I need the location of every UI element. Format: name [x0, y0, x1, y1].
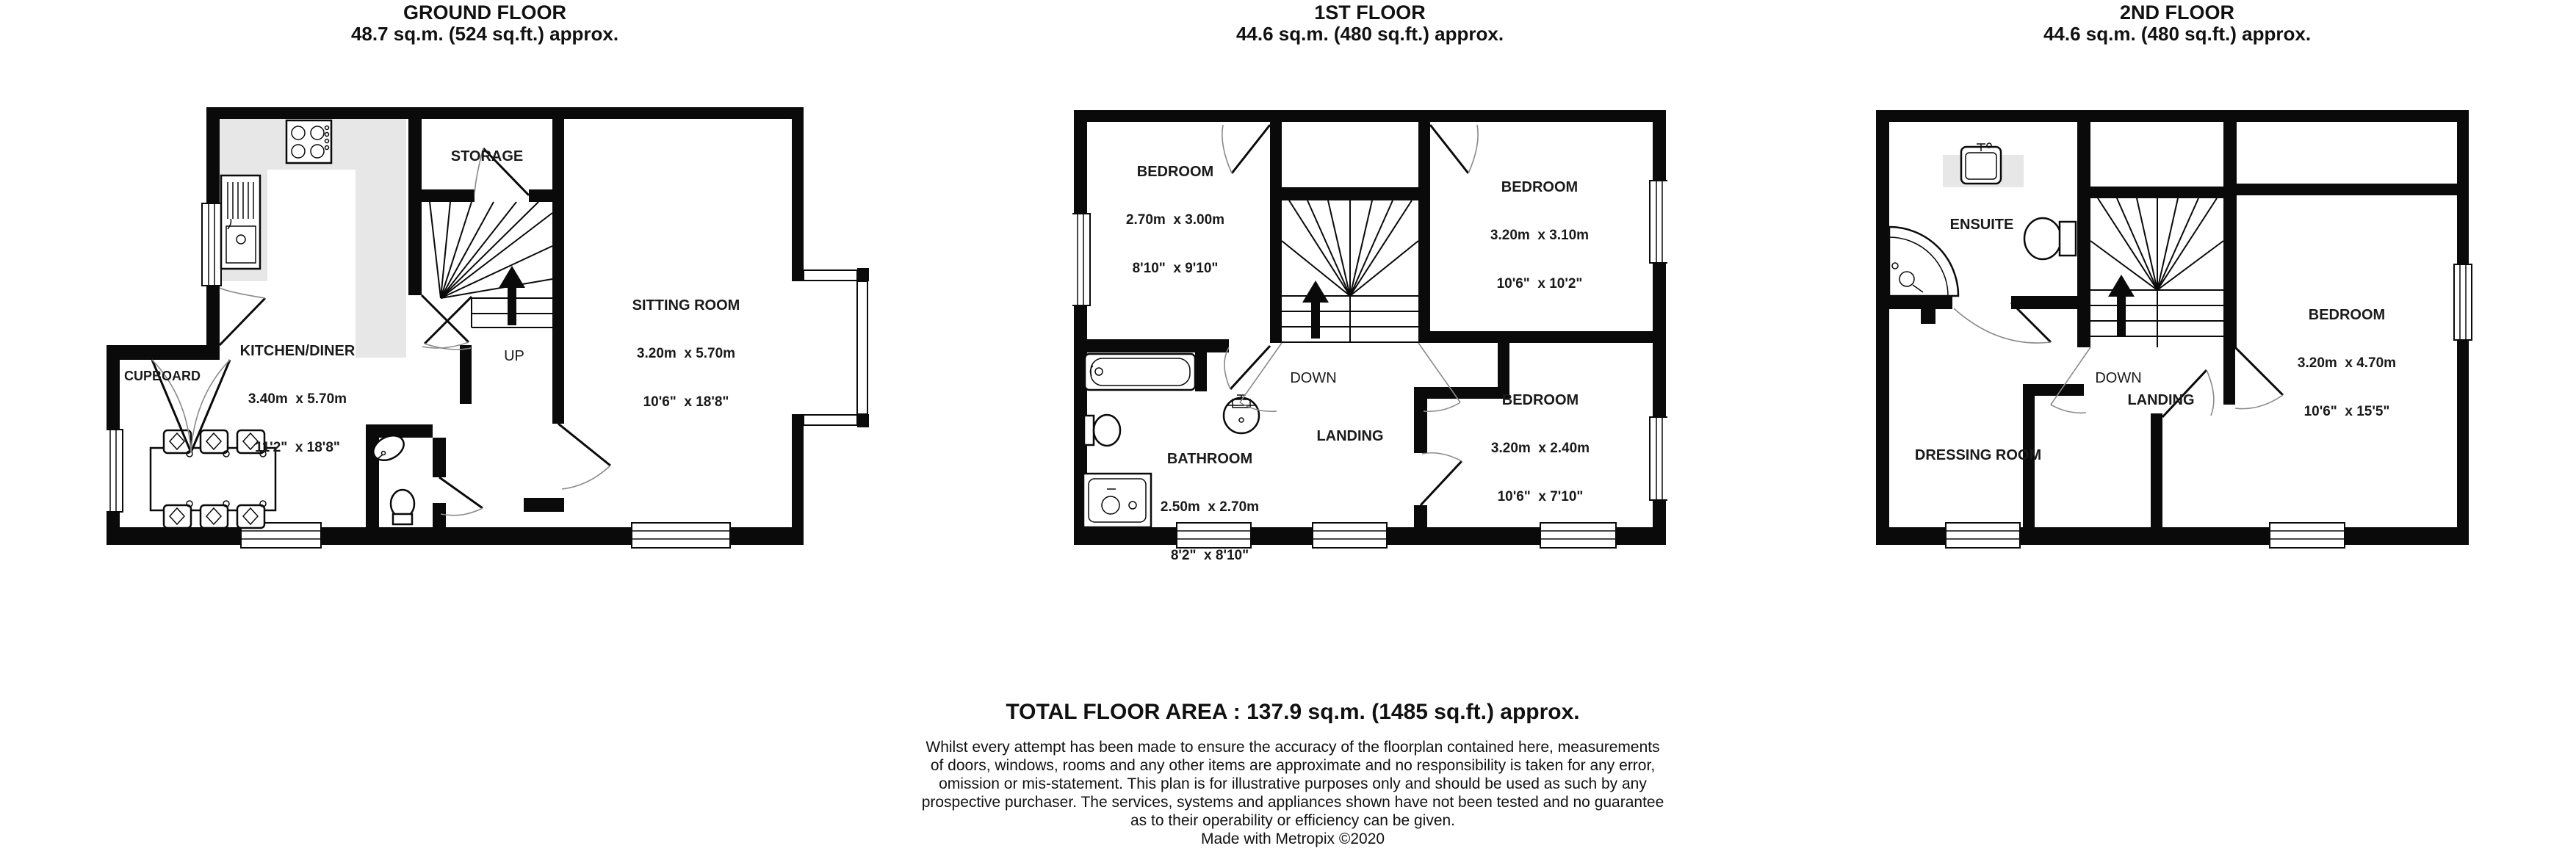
- label-bedroom2: BEDROOM 3.20m x 3.10m 10'6" x 10'2": [1490, 179, 1590, 292]
- label-kitchen-diner: KITCHEN/DINER 3.40m x 5.70m 11'2" x 18'8": [239, 343, 356, 455]
- up-arrow: [1302, 281, 1329, 339]
- door-arc: [558, 424, 610, 489]
- disclaimer-line: prospective purchaser. The services, systems and appliances shown have not been tested and no guarantee: [921, 794, 1664, 811]
- label-dressing-room: DRESSING ROOM: [1914, 447, 2042, 463]
- label-bedroom1: BEDROOM 2.70m x 3.00m 8'10" x 9'10": [1125, 164, 1225, 276]
- label-down-1: DOWN: [1290, 370, 1337, 386]
- window: [2454, 264, 2472, 340]
- first-floor-plan: [1072, 109, 1667, 563]
- total-floor-area: TOTAL FLOOR AREA : 137.9 sq.m. (1485 sq.ft.) approx.: [1006, 700, 1580, 724]
- ground-stairs: [430, 202, 552, 328]
- disclaimer-line: Whilst every attempt has been made to ensure the accuracy of the floorplan contained here, measurements: [926, 739, 1660, 756]
- hob: [286, 120, 331, 163]
- label-ensuite: ENSUITE: [1949, 217, 2014, 233]
- label-bedroom-2nd: BEDROOM 3.20m x 4.70m 10'6" x 15'5": [2297, 307, 2397, 419]
- chair: [201, 501, 229, 528]
- second-floor-plan: [1875, 109, 2473, 549]
- up-arrow: [499, 266, 525, 325]
- wc-toilet: [391, 490, 414, 524]
- door-arc: [1430, 125, 1478, 173]
- ground-floor-drawing: [107, 103, 874, 551]
- label-down-2: DOWN: [2095, 370, 2142, 386]
- door-arc: [1222, 125, 1270, 173]
- quadrant-shower: [1889, 227, 1958, 296]
- disclaimer-line: omission or mis-statement. This plan is for illustrative purposes only and should be used as such by any: [939, 775, 1647, 792]
- shower: [1083, 474, 1151, 527]
- label-cupboard: CUPBOARD: [123, 369, 201, 383]
- metropix-credit: Made with Metropix ©2020: [1200, 831, 1385, 847]
- ensuite-sink: [1961, 143, 2001, 184]
- label-sitting-room: SITTING ROOM 3.20m x 5.70m 10'6" x 18'8": [632, 297, 740, 410]
- bay-window: [804, 270, 867, 425]
- window: [632, 523, 730, 548]
- window: [202, 203, 221, 286]
- window: [2270, 523, 2345, 548]
- window: [1313, 523, 1387, 548]
- first-floor-title-line: 1ST FLOOR: [1314, 1, 1426, 23]
- label-bedroom3: BEDROOM 3.20m x 2.40m 10'6" x 7'10": [1490, 392, 1590, 504]
- door-arc: [1421, 453, 1462, 505]
- ground-floor-title: [228, 1, 742, 45]
- window: [1946, 523, 2020, 548]
- chair: [237, 501, 266, 528]
- first-floor-area: 44.6 sq.m. (480 sq.ft.) approx.: [1235, 23, 1504, 45]
- door-arc: [1224, 346, 1270, 389]
- chair: [201, 430, 229, 457]
- door-arc: [2235, 347, 2283, 409]
- window: [1650, 417, 1667, 500]
- kitchen-sink: [221, 175, 260, 269]
- window: [1650, 181, 1667, 263]
- ground-floor-area: 48.7 sq.m. (524 sq.ft.) approx.: [350, 23, 619, 45]
- window: [107, 430, 123, 512]
- ground-floor-plan: [107, 103, 874, 551]
- label-landing-1: LANDING: [1316, 428, 1384, 444]
- window: [1072, 214, 1090, 305]
- second-floor-area: 44.6 sq.m. (480 sq.ft.) approx.: [2043, 23, 2312, 45]
- label-storage: STORAGE: [450, 148, 524, 164]
- disclaimer-line: of doors, windows, rooms and any other items are approximate and no responsibility is taken for any error,: [930, 757, 1656, 774]
- ground-floor-title-line: GROUND FLOOR: [403, 1, 566, 23]
- chair: [164, 501, 192, 528]
- bath: [1085, 354, 1195, 390]
- label-up: UP: [504, 348, 524, 364]
- second-floor-title-line: 2ND FLOOR: [2119, 1, 2234, 23]
- footer: [852, 700, 1733, 848]
- ensuite-toilet: [2024, 218, 2076, 259]
- disclaimer-line: as to their operability or efficiency can be given.: [1130, 812, 1456, 829]
- disclaimer: [852, 738, 1733, 830]
- label-bathroom: BATHROOM 2.50m x 2.70m 8'2" x 8'10": [1160, 451, 1260, 563]
- second-floor-title: [1920, 1, 2434, 45]
- toilet: [1084, 415, 1120, 446]
- label-landing-2: LANDING: [2127, 392, 2195, 408]
- first-floor-title: [1113, 1, 1627, 45]
